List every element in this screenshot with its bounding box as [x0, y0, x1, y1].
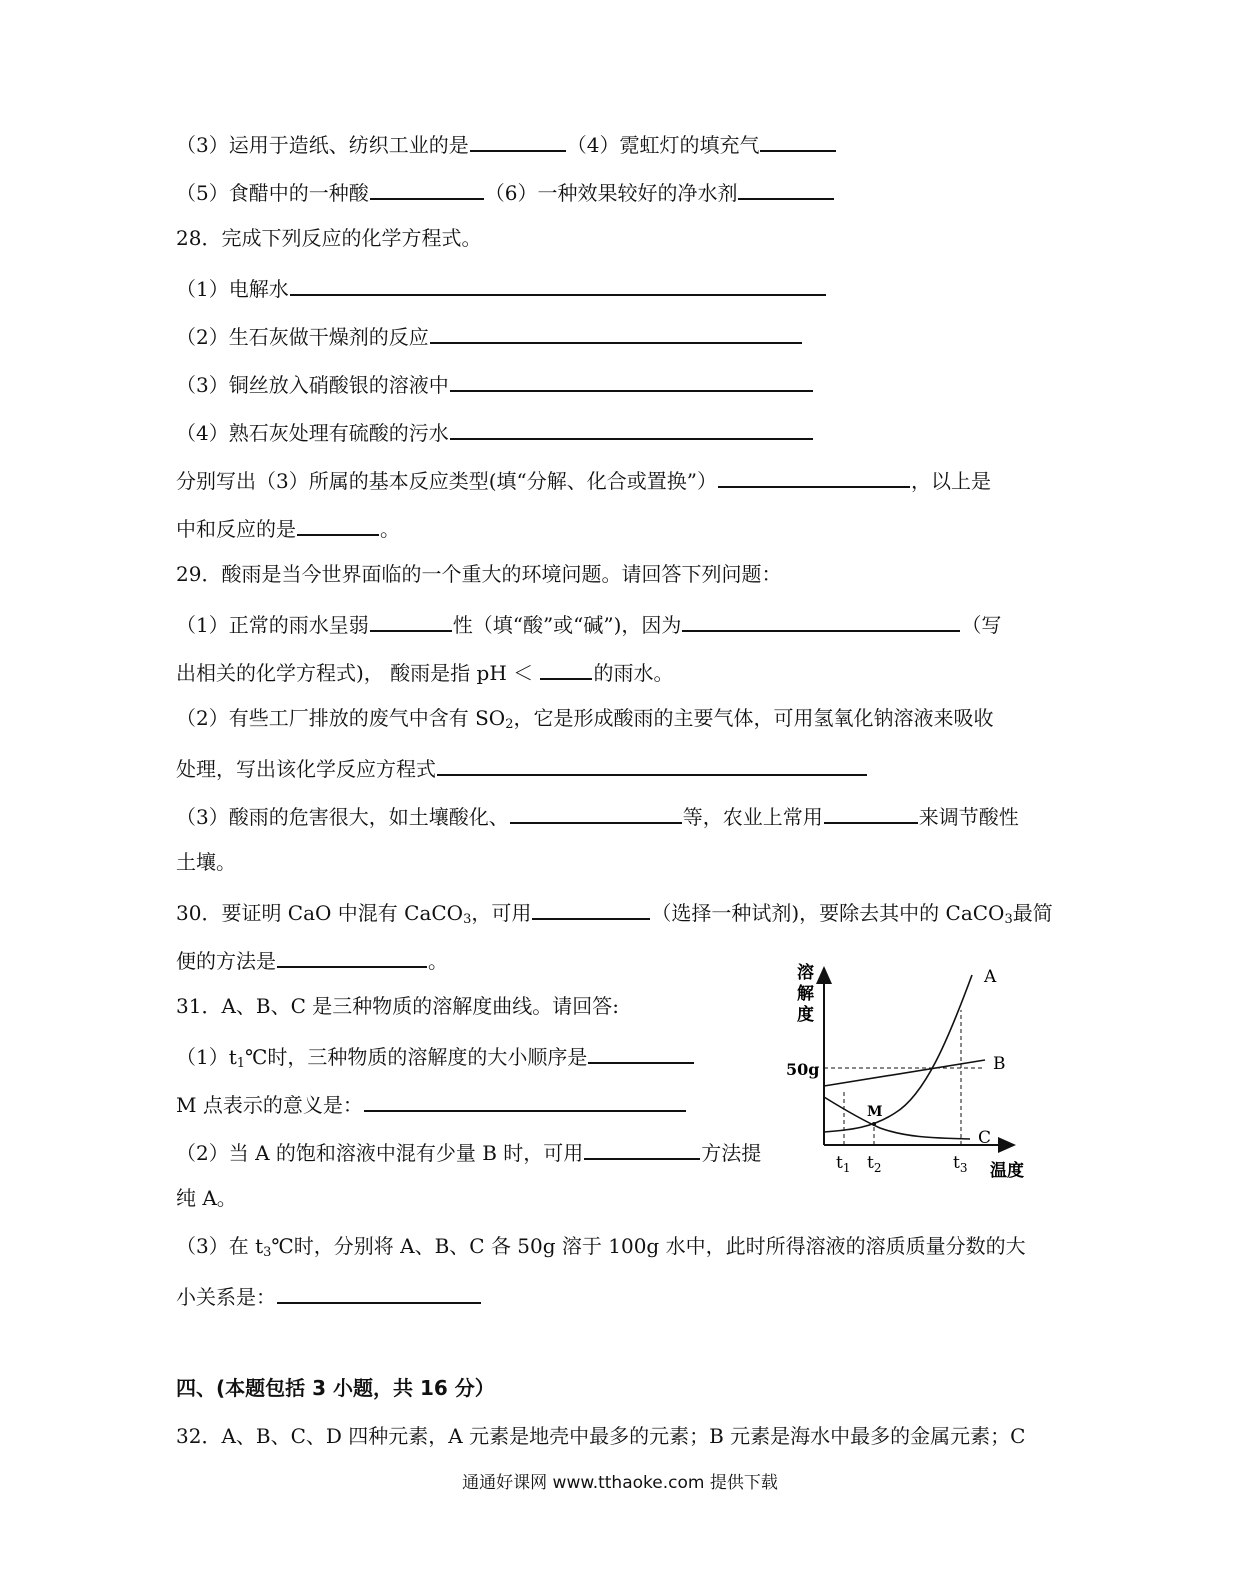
q30-line1 — [176, 898, 1053, 925]
q31-item2 — [176, 1138, 761, 1165]
q31-m-point — [176, 1090, 687, 1117]
q30-text: 30．要证明 CaO 中混有 CaCO — [176, 901, 464, 925]
q28-item1 — [176, 274, 827, 301]
q28-item2-text: （2）生石灰做干燥剂的反应 — [176, 325, 429, 349]
q31-title: 31．A、B、C 是三种物质的溶解度曲线。请回答: — [176, 994, 619, 1018]
q30-text4: 最简 — [1012, 901, 1053, 925]
subscript: 3 — [263, 1245, 272, 1260]
q29-item1-cont — [176, 658, 673, 685]
q31-item3-text3: 小关系是： — [176, 1285, 276, 1309]
subscript: 1 — [236, 1056, 246, 1071]
q27-line-3-4 — [176, 130, 837, 157]
q28-item1-text: （1）电解水 — [176, 277, 289, 301]
q29-item2-text3: 处理，写出该化学反应方程式 — [176, 757, 436, 781]
answer-blank[interactable] — [718, 466, 910, 488]
x-tick-t2: $t_2$ — [867, 1153, 882, 1175]
q29-item1-text4: 出相关的化学方程式)， 酸雨是指 pH ＜ — [176, 661, 540, 685]
q27-item4-text: （4）霓虹灯的填充气 — [566, 133, 760, 157]
answer-blank[interactable] — [370, 610, 452, 632]
answer-blank[interactable] — [824, 802, 918, 824]
answer-blank[interactable] — [450, 418, 813, 440]
curve-A-label: A — [984, 967, 997, 987]
q28-item3 — [176, 370, 814, 397]
q31-item3-cont — [176, 1282, 482, 1309]
answer-blank[interactable] — [760, 130, 836, 152]
answer-blank[interactable] — [682, 610, 960, 632]
q28-neutralization — [176, 514, 400, 541]
answer-blank[interactable] — [540, 658, 592, 680]
y-axis-label-2: 解 — [797, 984, 814, 1004]
q27-item6-text: （6）一种效果较好的净水剂 — [484, 181, 738, 205]
curve-A — [824, 975, 972, 1132]
answer-blank[interactable] — [437, 754, 867, 776]
q29-item1-text5: 的雨水。 — [593, 661, 674, 685]
curve-C-label: C — [978, 1128, 992, 1148]
q27-item3-text: （3）运用于造纸、纺织工业的是 — [176, 133, 469, 157]
q31-item2-text2: 方法提 — [701, 1141, 762, 1165]
answer-blank[interactable] — [450, 370, 813, 392]
q32-line1: 32．A、B、C、D 四种元素，A 元素是地壳中最多的元素；B 元素是海水中最多的金属元素；C — [176, 1424, 1026, 1448]
q28-item3-text: （3）铜丝放入硝酸银的溶液中 — [176, 373, 449, 397]
answer-blank[interactable] — [510, 802, 682, 824]
subscript: 3 — [1004, 912, 1013, 927]
y-tick-50g: 50g — [786, 1060, 820, 1079]
q31-item2-text: （2）当 A 的饱和溶液中混有少量 B 时，可用 — [176, 1141, 584, 1165]
y-axis-label-1: 溶 — [797, 963, 814, 983]
q31-item2-cont: 纯 A。 — [176, 1186, 237, 1210]
q31-m-text: M 点表示的意义是： — [176, 1093, 363, 1117]
q29-item3-text2: 等，农业上常用 — [682, 805, 823, 829]
q29-title: 29．酸雨是当今世界面临的一个重大的环境问题。请回答下列问题： — [176, 562, 782, 586]
q31-item1-text2: ℃时，三种物质的溶解度的大小顺序是 — [245, 1045, 588, 1069]
q29-item3-cont: 土壤。 — [176, 850, 236, 874]
q29-item1-text: （1）正常的雨水呈弱 — [176, 613, 369, 637]
q29-item1 — [176, 610, 1001, 637]
q31-item3 — [176, 1234, 1026, 1258]
answer-blank[interactable] — [470, 130, 566, 152]
q29-item2 — [176, 706, 993, 730]
q28-type-text: 分别写出（3）所属的基本反应类型(填“分解、化合或置换”） — [176, 469, 717, 493]
q28-neutral-text: 中和反应的是 — [176, 517, 296, 541]
q29-item2-text: （2）有些工厂排放的废气中含有 SO — [176, 706, 506, 730]
answer-blank[interactable] — [588, 1042, 694, 1064]
q28-type-tail: ，以上是 — [910, 469, 991, 493]
answer-blank[interactable] — [277, 946, 427, 968]
q28-item4 — [176, 418, 814, 445]
q29-item1-text3: （写 — [961, 613, 1002, 637]
point-M — [872, 1122, 876, 1126]
footer-source: 通通好课网 www.tthaoke.com 提供下载 — [462, 1473, 778, 1493]
x-tick-t1: $t_1$ — [836, 1153, 851, 1175]
q30-text5: 便的方法是 — [176, 949, 276, 973]
answer-blank[interactable] — [277, 1282, 481, 1304]
q28-item4-text: （4）熟石灰处理有硫酸的污水 — [176, 421, 449, 445]
q28-title: 28．完成下列反应的化学方程式。 — [176, 226, 482, 250]
q31-item3-text: （3）在 t — [176, 1234, 264, 1258]
q29-item2-cont — [176, 754, 868, 781]
answer-blank[interactable] — [584, 1138, 700, 1160]
q29-item2-text2: ，它是形成酸雨的主要气体，可用氢氧化钠溶液来吸收 — [513, 706, 994, 730]
answer-blank[interactable] — [738, 178, 834, 200]
q30-text3: （选择一种试剂)，要除去其中的 CaCO — [651, 901, 1005, 925]
x-tick-t3: $t_3$ — [953, 1153, 968, 1175]
subscript: 3 — [463, 912, 472, 927]
q30-text2: ，可用 — [471, 901, 532, 925]
q29-item1-text2: 性（填“酸”或“碱”)，因为 — [452, 613, 682, 637]
q30-text6: 。 — [428, 949, 448, 973]
answer-blank[interactable] — [290, 274, 826, 296]
x-axis-label: 温度 — [990, 1161, 1024, 1181]
q29-item3-text: （3）酸雨的危害很大，如土壤酸化、 — [176, 805, 509, 829]
curve-B-label: B — [993, 1054, 1006, 1074]
q31-item1-text: （1）t — [176, 1045, 237, 1069]
q31-item1 — [176, 1042, 695, 1069]
solubility-curve-figure — [780, 955, 1050, 1190]
q30-line2 — [176, 946, 448, 973]
answer-blank[interactable] — [370, 178, 484, 200]
y-axis-label-3: 度 — [797, 1005, 814, 1025]
subscript: 2 — [505, 717, 514, 732]
point-M-label: M — [867, 1104, 883, 1120]
q28-neutral-tail: 。 — [380, 517, 400, 541]
q29-item3 — [176, 802, 1019, 829]
q28-item2 — [176, 322, 803, 349]
curve-C — [824, 1097, 970, 1139]
section-4-title: 四、(本题包括 3 小题，共 16 分） — [176, 1376, 495, 1400]
answer-blank[interactable] — [532, 898, 650, 920]
q31-item3-text2: ℃时，分别将 A、B、C 各 50g 溶于 100g 水中，此时所得溶液的溶质质量分数的大 — [271, 1234, 1026, 1258]
answer-blank[interactable] — [364, 1090, 686, 1112]
q28-reaction-type — [176, 466, 991, 493]
q27-item5-text: （5）食醋中的一种酸 — [176, 181, 369, 205]
answer-blank[interactable] — [297, 514, 379, 536]
q29-item3-text3: 来调节酸性 — [918, 805, 1019, 829]
q27-line-5-6 — [176, 178, 835, 205]
answer-blank[interactable] — [430, 322, 802, 344]
